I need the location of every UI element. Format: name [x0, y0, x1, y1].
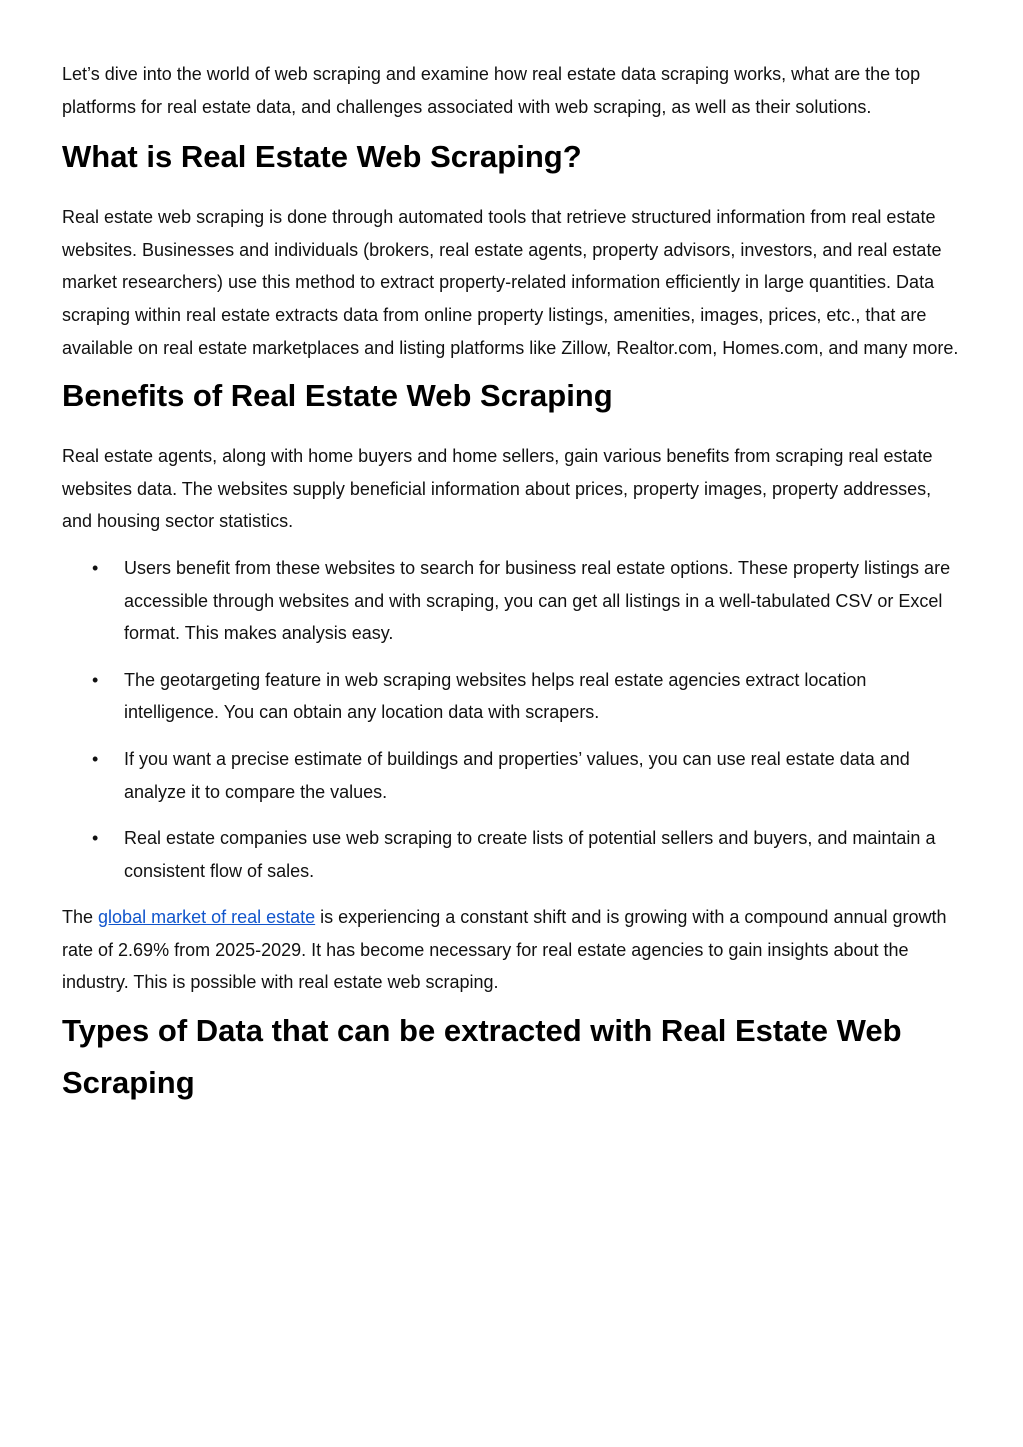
bullet-icon: •: [92, 669, 99, 690]
market-text-after: is experiencing a constant shift and is growing with a compound annual growth rate of 2.69% from 2025-2029. It has become necessary for real estate agencies to gain insights about the industry. This is possible with real estate web scraping.: [62, 907, 947, 993]
document-page: [62, 58, 962, 1109]
heading-types-of-data: Types of Data that can be extracted with Real Estate Web Scraping: [62, 1013, 902, 1101]
list-item: [62, 743, 962, 808]
list-item: [62, 552, 962, 650]
list-item: [62, 822, 962, 887]
bullet-icon: •: [92, 557, 99, 578]
list-item-text: The geotargeting feature in web scraping websites helps real estate agencies extract location intelligence. You can obtain any location data with scrapers.: [124, 669, 867, 723]
list-item-text: Real estate companies use web scraping to create lists of potential sellers and buyers, and maintain a consistent flow of sales.: [124, 828, 936, 881]
list-item-text: Users benefit from these websites to search for business real estate options. These property listings are accessible through websites and with scraping, you can get all listings in a well-tabulated CSV or Excel format. This makes analysis easy.: [124, 557, 951, 644]
global-market-link[interactable]: global market of real estate: [98, 907, 316, 928]
list-item: [62, 664, 962, 729]
intro-paragraph: Let’s dive into the world of web scraping and examine how real estate data scraping works, what are the top platforms for real estate data, and challenges associated with web scraping, as well as their solutions.: [62, 64, 921, 117]
what-is-scraping-paragraph: Real estate web scraping is done through automated tools that retrieve structured information from real estate websites. Businesses and individuals (brokers, real estate agents, property advisors, investors, and real estate market researchers) use this method to extract property-related information efficiently in large quantities. Data scraping within real estate extracts data from online property listings, amenities, images, prices, etc., that are available on real estate marketplaces and listing platforms like Zillow, Realtor.com, Homes.com, and many more.: [62, 207, 959, 358]
bullet-icon: •: [92, 828, 99, 849]
list-item-text: If you want a precise estimate of buildings and properties’ values, you can use real estate data and analyze it to compare the values.: [124, 748, 910, 802]
bullet-icon: •: [92, 748, 99, 769]
market-growth-paragraph: [62, 901, 962, 999]
heading-what-is-scraping: What is Real Estate Web Scraping?: [62, 139, 582, 175]
benefits-list: [62, 552, 962, 887]
heading-benefits: Benefits of Real Estate Web Scraping: [62, 378, 613, 414]
market-text-before: The: [62, 907, 99, 928]
benefits-paragraph: Real estate agents, along with home buyers and home sellers, gain various benefits from scraping real estate websites data. The websites supply beneficial information about prices, property images, property addresses, and housing sector statistics.: [62, 446, 933, 532]
